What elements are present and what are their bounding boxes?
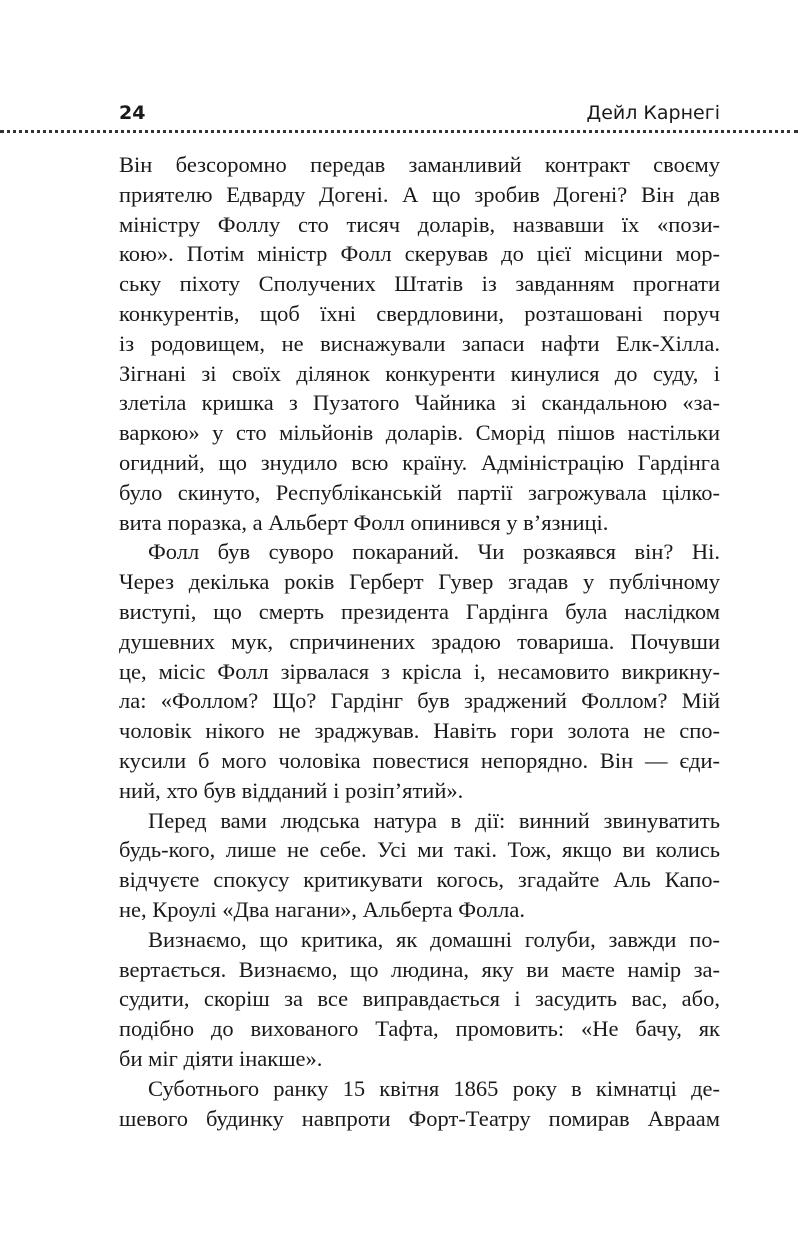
- text-line: вертається. Визнаємо, що людина, яку ви маєте намір за-: [119, 956, 720, 982]
- text-line: душевних мук, спричинених зрадою товариша. Почувши: [119, 628, 720, 654]
- text-line: судити, скоріш за все виправдається і засудить вас, або,: [119, 986, 720, 1012]
- text-line: чоловік нікого не зраджував. Навіть гори золота не спо-: [119, 718, 720, 744]
- text-line: Зігнані зі своїх ділянок конкуренти кинулися до суду, і: [119, 360, 720, 386]
- paragraph: [119, 925, 720, 1074]
- text-line: би міг діяти інакше».: [119, 1045, 323, 1071]
- text-line: із родовищем, не виснажували запаси нафти Елк-Хілла.: [119, 330, 720, 356]
- page-number: 24: [119, 102, 146, 124]
- running-title: Дейл Карнегі: [586, 102, 720, 124]
- text-line: приятелю Едварду Догені. А що зробив Догені? Він дав: [119, 181, 720, 207]
- text-line: огидний, що знудило всю країну. Адміністрацію Гардінга: [119, 449, 720, 475]
- text-line: не, Кроулі «Два нагани», Альберта Фолла.: [119, 896, 525, 922]
- text-line: виступі, що смерть президента Гардінга була наслідком: [119, 598, 720, 624]
- text-line: було скинуто, Республіканській партії загрожувала цілко-: [119, 479, 720, 505]
- body-text: [119, 150, 720, 1133]
- text-line: це, місіс Фолл зірвалася з крісла і, несамовито викрикну-: [119, 658, 720, 684]
- paragraph: [119, 150, 720, 537]
- text-line: Суботнього ранку 15 квітня 1865 року в кімнатці де-: [148, 1075, 720, 1101]
- text-line: конкурентів, щоб їхні свердловини, розташовані поруч: [119, 300, 720, 326]
- text-line: кусили б мого чоловіка повестися непорядно. Він — єди-: [119, 747, 720, 773]
- header-divider: [0, 130, 798, 133]
- text-line: вита поразка, а Альберт Фолл опинився у в’язниці.: [119, 509, 609, 535]
- text-line: подібно до вихованого Тафта, промовить: «Не бачу, як: [119, 1016, 720, 1042]
- text-line: злетіла кришка з Пузатого Чайника зі скандальною «за-: [119, 390, 720, 416]
- text-line: Визнаємо, що критика, як домашні голуби, завжди по-: [148, 926, 720, 952]
- text-line: ла: «Фоллом? Що? Гардінг був зраджений Фоллом? Мій: [119, 688, 720, 714]
- text-line: відчуєте спокусу критикувати когось, згадайте Аль Капо-: [119, 867, 720, 893]
- text-line: будь-кого, лише не себе. Усі ми такі. Тож, якщо ви колись: [119, 837, 720, 863]
- text-line: шевого будинку навпроти Форт-Театру помирав Авраам: [119, 1105, 720, 1131]
- text-line: Він безсоромно передав заманливий контракт своєму: [119, 152, 720, 177]
- paragraph: [119, 537, 720, 805]
- text-line: Фолл був суворо покараний. Чи розкаявся він? Ні.: [148, 539, 720, 565]
- text-line: варкою» у сто мільйонів доларів. Сморід пішов настільки: [119, 420, 720, 446]
- text-line: Через декілька років Герберт Гувер згадав у публічному: [119, 569, 720, 595]
- text-line: кою». Потім міністр Фолл скерував до цієї місцини мор-: [119, 241, 720, 267]
- text-line: ний, хто був відданий і розіп’ятий».: [119, 777, 464, 803]
- page-header: [119, 100, 720, 130]
- paragraph: [119, 1074, 720, 1134]
- paragraph: [119, 806, 720, 925]
- text-line: міністру Фоллу сто тисяч доларів, назвавши їх «пози-: [119, 211, 720, 237]
- text-line: ську піхоту Сполучених Штатів із завданням прогнати: [119, 271, 720, 297]
- text-line: Перед вами людська натура в дії: винний звинуватить: [148, 807, 720, 833]
